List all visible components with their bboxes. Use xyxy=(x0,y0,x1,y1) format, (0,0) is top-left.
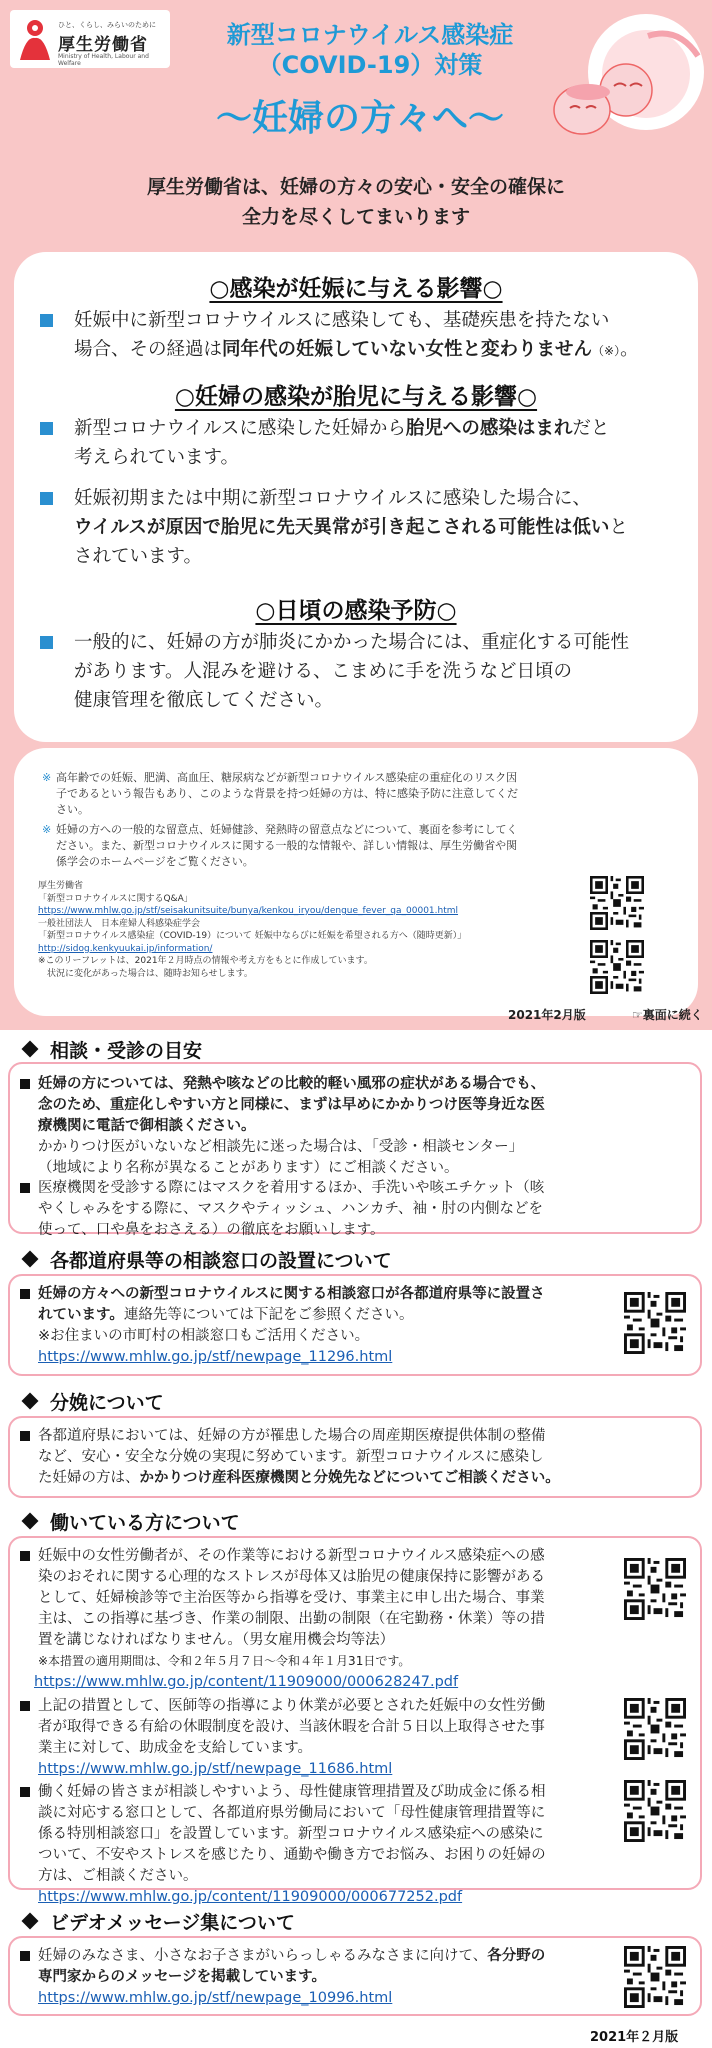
working-link-2[interactable]: https://www.mhlw.go.jp/stf/newpage_11686.html xyxy=(38,1761,393,1777)
prefecture-bullet: 妊婦の方々への新型コロナウイルスに関する相談窓口が各都道府県等に設置さ れています。連絡先等については下記をご参照ください。 ※お住まいの市町村の相談窓口もご活用ください。 https://www.mhlw.go.jp/stf/newpage_11296.html xyxy=(20,1284,545,1368)
heading-prefecture-contact: 各都道府県等の相談窓口の設置について xyxy=(24,1246,392,1273)
diamond-icon xyxy=(22,1913,39,1930)
bullet-square-icon xyxy=(40,492,53,505)
bullet-square-icon xyxy=(20,1787,30,1797)
qr-code-icon xyxy=(624,1292,686,1354)
ref-note-2: 状況に変化があった場合は、随時お知らせします。 xyxy=(38,968,253,979)
page-subtitle: ～妊婦の方々へ～ xyxy=(215,98,504,139)
ref-title-2: 「新型コロナウイルス感染症（COVID-19）について 妊娠中ならびに妊娠を希望される方へ（随時更新）」 xyxy=(38,931,467,941)
delivery-bullet: 各都道府県においては、妊婦の方が罹患した場合の周産期医療提供体制の整備 など、安心・安全な分娩の実現に努めています。新型コロナウイルスに感染し た妊婦の方は、かかりつけ産科医療機関と分娩先などについてご相談ください。 xyxy=(20,1426,560,1489)
working-bullet-3: 働く妊婦の皆さまが相談しやすいよう、母性健康管理措置及び助成金に係る相 談に対応する窓口として、各都道府県労働局において「母性健康管理措置等に 係る特別相談窓口」を設置しています。新型コロナウイルス感染症への感染に ついて、不安やストレスを感じたり、通勤や働き方でお悩み、お困りの妊婦の 方は、ご相談ください。 https://www.mhlw.go.jp/content/11909000/000677252.pdf xyxy=(20,1782,546,1908)
working-link-3[interactable]: https://www.mhlw.go.jp/content/11909000/000677252.pdf xyxy=(38,1889,463,1905)
qr-code-icon xyxy=(624,1780,686,1842)
mother-baby-illustration xyxy=(548,12,708,150)
section-heading-prevention: ○日頃の感染予防○ xyxy=(255,598,457,624)
consult-bullet-2: 医療機関を受診する際にはマスクを着用するほか、手洗いや咳エチケット（咳 やくしゃみをする際に、マスクやティッシュ、ハンカチ、袖・肘の内側などを 使って、口や鼻をおさえる）の徹底をお願いします。 xyxy=(20,1178,544,1241)
qr-code-icon xyxy=(624,1558,686,1620)
bullet-pregnancy-impact: 妊娠中に新型コロナウイルスに感染しても、基礎疾患を持たない 場合、その経過は同年代の妊娠していない女性と変わりません（※）。 xyxy=(40,306,690,366)
working-link-1[interactable]: https://www.mhlw.go.jp/content/11909000/000628247.pdf xyxy=(34,1674,459,1690)
working-bullet-1: 妊娠中の女性労働者が、その作業等における新型コロナウイルス感染症への感 染のおそれに関する心理的なストレスが母体又は胎児の健康保持に影響がある として、妊婦検診等で主治医等から指導を受け、事業主に申し出た場合、事業 主は、この指導に基づき、作業の制限、出勤の制限（在宅勤務・休業）等の措 置を講じなければなりません。（男女雇用機会均等法） ※本措置の適用期間は、令和２年５月７日～令和４年１月31日です。 https://www.mhlw.go.jp/content/11909000/000628247.pdf xyxy=(20,1546,545,1693)
bullet-square-icon xyxy=(40,422,53,435)
consult-bullet-1: 妊婦の方については、発熱や咳などの比較的軽い風邪の症状がある場合でも、 念のため、重症化しやすい方と同様に、まずは早めにかかりつけ医等身近な医 療機関に電話で御相談ください。 かかりつけ医がいないなど相談先に迷った場合は、「受診・相談センター」 （地域により名称が異なることがあります）にご相談ください。 xyxy=(20,1074,545,1179)
ref-link-qa[interactable]: https://www.mhlw.go.jp/stf/seisakunitsuite/bunya/kenkou_iryou/dengue_fever_qa_00001.html xyxy=(38,906,459,916)
logo-english: Ministry of Health, Labour and Welfare xyxy=(58,53,149,67)
box-consultation xyxy=(8,1062,702,1238)
bullet-square-icon xyxy=(20,1183,30,1193)
bullet-square-icon xyxy=(20,1701,30,1711)
heading-consultation: 相談・受診の目安 xyxy=(24,1036,202,1063)
lead-message xyxy=(60,172,652,232)
main-info-box xyxy=(14,252,698,742)
note-see-reverse: ※ 妊婦の方への一般的な留意点、妊婦健診、発熱時の留意点などについて、裏面を参考にしてく ださい。また、新型コロナウイルスに関する一般的な情報や、詳しい情報は、厚生労働省や関 係学会のホームページをご覧ください。 xyxy=(42,823,518,868)
qr-code-icon xyxy=(590,940,644,994)
qr-code-icon xyxy=(624,1946,686,2008)
bullet-square-icon xyxy=(20,1551,30,1561)
ref-org-2: 一般社団法人 日本産婦人科感染症学会 xyxy=(38,918,201,929)
bullet-square-icon xyxy=(20,1431,30,1441)
prefecture-link[interactable]: https://www.mhlw.go.jp/stf/newpage_11296.html xyxy=(38,1349,393,1365)
logo-name: 厚生労働省 xyxy=(58,35,148,55)
heading-delivery: 分娩について xyxy=(24,1388,164,1415)
diamond-icon xyxy=(22,1513,39,1530)
reference-list xyxy=(38,880,598,980)
section-heading-pregnancy-impact: ○感染が妊娠に与える影響○ xyxy=(209,276,503,302)
bullet-square-icon xyxy=(40,314,53,327)
edition-date: 2021年2月版 xyxy=(508,1008,586,1022)
box-delivery xyxy=(8,1416,702,1498)
bullet-congenital-anomaly: 妊娠初期または中期に新型コロナウイルスに感染した場合に、 ウイルスが原因で胎児に先天異常が引き起こされる可能性は低いと されています。 xyxy=(40,484,690,571)
continued-on-back: ☞裏面に続く xyxy=(632,1008,703,1022)
diamond-icon xyxy=(22,1393,39,1410)
video-bullet: 妊婦のみなさま、小さなお子さまがいらっしゃるみなさまに向けて、各分野の 専門家からのメッセージを掲載しています。 https://www.mhlw.go.jp/stf/newpage_10996.html xyxy=(20,1946,545,2009)
heading-working: 働いている方について xyxy=(24,1508,240,1535)
box-working xyxy=(8,1536,702,1905)
diamond-icon xyxy=(22,1251,39,1268)
lead-line-1: 厚生労働省は、妊婦の方々の安心・安全の確保に xyxy=(146,176,565,198)
ref-link-society[interactable]: http://sidog.kenkyuukai.jp/information/ xyxy=(38,943,213,954)
bullet-fetus-transmission: 新型コロナウイルスに感染した妊婦から胎児への感染はまれだと 考えられています。 xyxy=(40,414,690,472)
lead-line-2: 全力を尽くしてまいります xyxy=(241,206,470,228)
bullet-square-icon xyxy=(20,1951,30,1961)
logo-tagline: ひと、くらし、みらいのために xyxy=(58,21,156,29)
bullet-square-icon xyxy=(20,1289,30,1299)
box-prefecture-contact xyxy=(8,1274,702,1376)
diamond-icon xyxy=(22,1041,39,1058)
section-heading-fetus-impact: ○妊婦の感染が胎児に与える影響○ xyxy=(174,384,538,410)
video-link[interactable]: https://www.mhlw.go.jp/stf/newpage_10996.html xyxy=(38,1990,393,2006)
bullet-prevention: 一般的に、妊婦の方が肺炎にかかった場合には、重症化する可能性 があります。人混みを避ける、こまめに手を洗うなど日頃の 健康管理を徹底してください。 xyxy=(40,628,690,715)
qr-code-icon xyxy=(590,876,644,930)
box-video xyxy=(8,1936,702,2016)
title-line-2: （COVID-19）対策 xyxy=(257,51,483,79)
bullet-square-icon xyxy=(20,1079,30,1089)
ref-title-1: 「新型コロナウイルスに関するQ&A」 xyxy=(38,893,193,904)
title-line-1: 新型コロナウイルス感染症 xyxy=(226,21,514,49)
mhlw-logo-icon xyxy=(16,16,54,62)
qr-code-icon xyxy=(624,1698,686,1760)
page-title xyxy=(160,20,580,80)
heading-video: ビデオメッセージ集について xyxy=(24,1908,295,1935)
ref-note-1: ※このリーフレットは、2021年２月時点の情報や考え方をもとに作成しています。 xyxy=(38,956,373,966)
bullet-square-icon xyxy=(40,636,53,649)
back-edition-date: 2021年２月版 xyxy=(590,2030,679,2045)
note-risk-factors: ※ 高年齢での妊娠、肥満、高血圧、糖尿病などが新型コロナウイルス感染症の重症化のリスク因 子であるという報告もあり、このような背景を持つ妊婦の方は、特に感染予防に注意してくだ さい。 xyxy=(42,771,518,816)
mhlw-logo xyxy=(10,10,170,68)
ref-org-1: 厚生労働省 xyxy=(38,881,84,891)
working-bullet-2: 上記の措置として、医師等の指導により休業が必要とされた妊娠中の女性労働 者が取得できる有給の休暇制度を設け、当該休暇を合計５日以上取得させた事 業主に対して、助成金を支給しています。 https://www.mhlw.go.jp/stf/newpage_11686.html xyxy=(20,1696,545,1780)
